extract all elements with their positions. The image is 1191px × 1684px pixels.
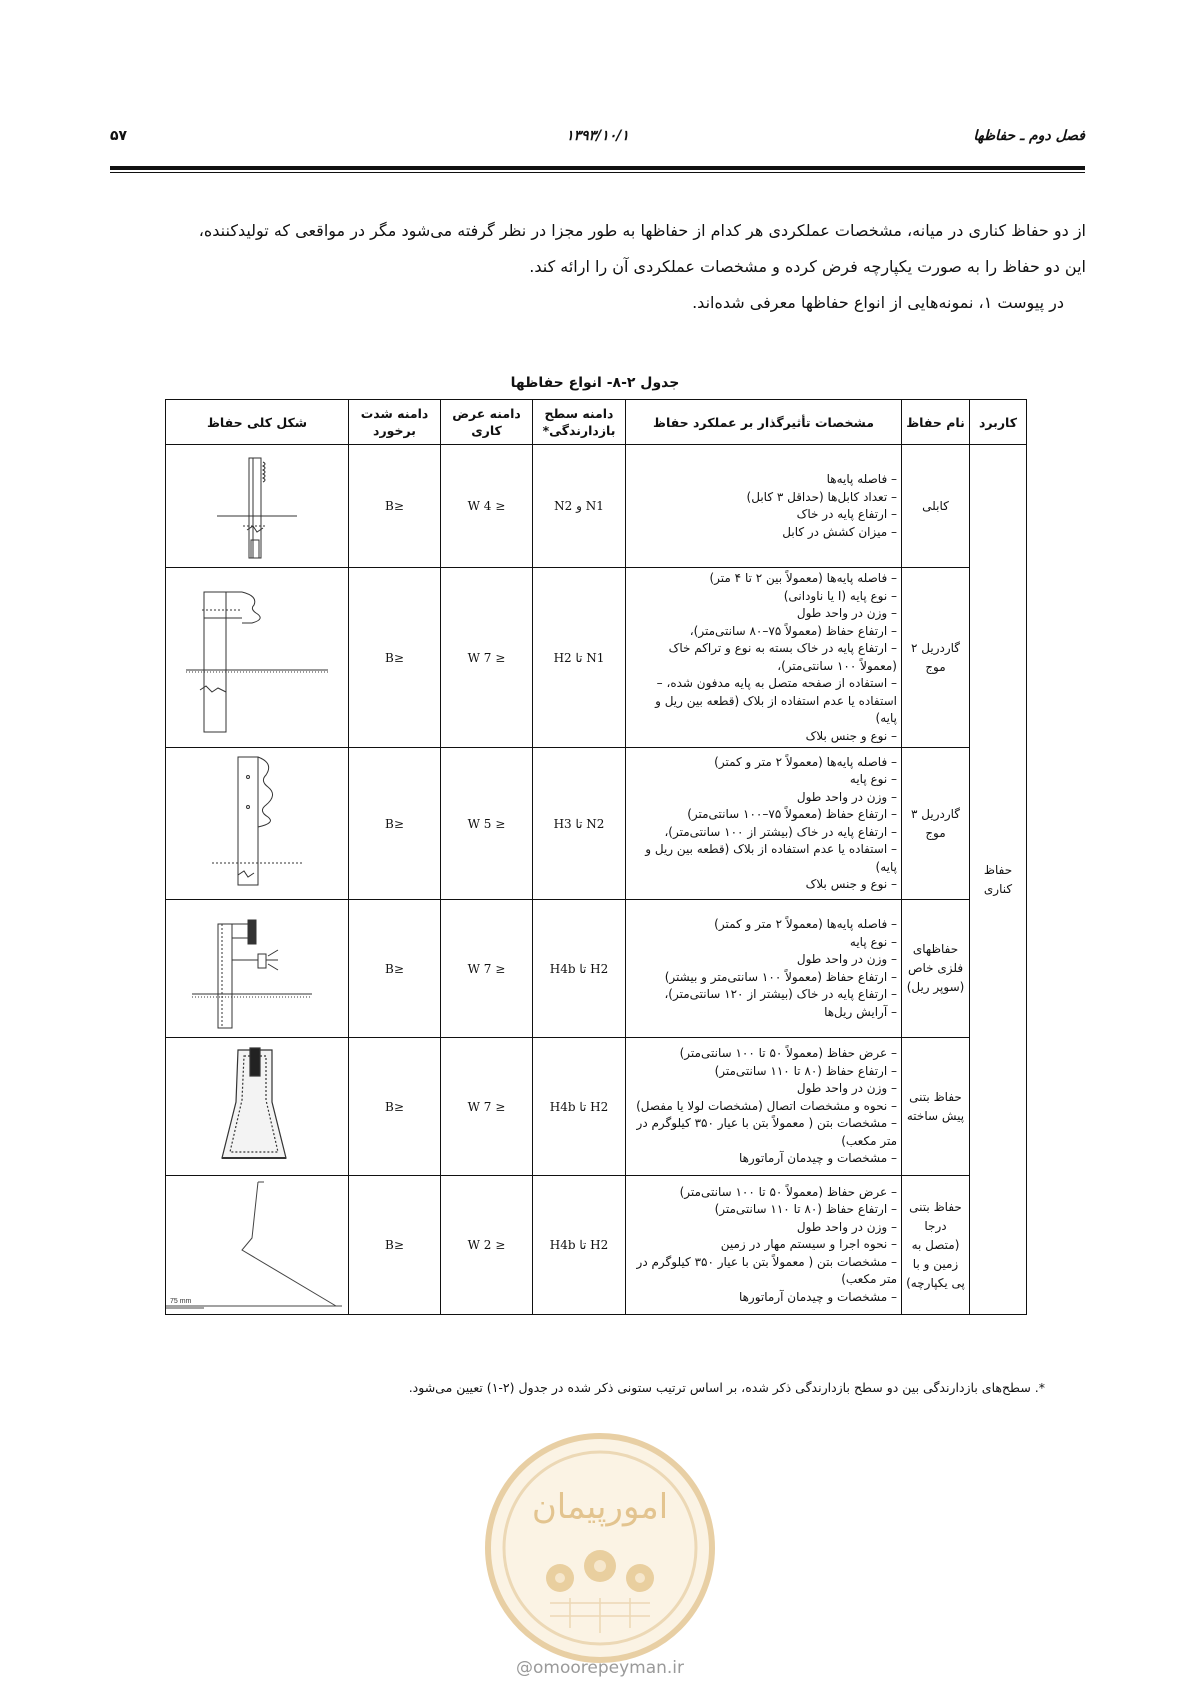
spec-line: – آرایش ریل‌ها xyxy=(824,1004,897,1019)
barrier-name: حفاظ بتنی درجا (متصل به زمین و با پی یکپارچه) xyxy=(902,1176,970,1315)
spec-line: – وزن در واحد طول xyxy=(796,606,897,620)
spec-line: – ارتفاع پایه در خاک (بیشتر از ۱۲۰ سانتی‌متر)، xyxy=(664,987,897,1001)
barrier-name: کابلی xyxy=(902,445,970,568)
spec-line: – نوع پایه xyxy=(849,934,897,949)
spec-line: – نوع پایه xyxy=(849,772,897,786)
precast-concrete-barrier-drawing xyxy=(182,1042,332,1172)
containment-cell: N1 و N2 xyxy=(533,445,626,568)
severity-cell: ≤B xyxy=(349,748,441,900)
page-number: ۵۷ xyxy=(110,128,128,144)
width-cell: ≤ W 2 xyxy=(441,1176,533,1315)
spec-line: – نوع پایه (I یا ناودانی) xyxy=(783,588,897,603)
spec-line: – فاصله پایه‌ها (معمولاً بین ۲ تا ۴ متر) xyxy=(709,571,897,585)
width-cell: ≤ W 7 xyxy=(441,1038,533,1176)
logo-text: امورپیمان xyxy=(531,1487,669,1527)
header-name: نام حفاظ xyxy=(902,400,970,445)
spec-line: – مشخصات و چیدمان آرماتورها xyxy=(738,1289,897,1304)
cable-barrier-drawing xyxy=(197,448,317,564)
width-cell: ≤ W 4 xyxy=(441,445,533,568)
spec-line: – وزن در واحد طول xyxy=(796,1081,897,1096)
header-spec: مشخصات تأثیرگذار بر عملکرد حفاظ xyxy=(626,400,902,445)
spec-line: – وزن در واحد طول xyxy=(796,952,897,966)
width-cell: ≤ W 7 xyxy=(441,568,533,748)
spec-line: متر مکعب) xyxy=(841,1272,897,1287)
spec-cell xyxy=(626,445,902,568)
spec-line: استفاده یا عدم استفاده از بلاک (قطعه بین ریل و پایه) xyxy=(655,693,897,725)
table-footnote: *. سطح‌های بازدارندگی بین دو سطح بازدارندگی ذکر شده، بر اساس ترتیب ستونی ذکر شده در جدول (۲-۱) تعیین می‌شود. xyxy=(408,1380,1045,1395)
shape-cell xyxy=(166,900,349,1038)
barrier-name: حفاظ بتنی پیش ساخته xyxy=(902,1038,970,1176)
severity-cell: ≤B xyxy=(349,900,441,1038)
containment-cell: H2 تا H4b xyxy=(533,900,626,1038)
spec-line: – نحوه اجرا و سیستم مهار در زمین xyxy=(720,1237,897,1252)
spec-line: – ارتفاع حفاظ (معمولاً ۷۵–۱۰۰ سانتی‌متر) xyxy=(687,807,897,821)
spec-line: پایه) xyxy=(875,859,897,874)
intro-line-1: از دو حفاظ کناری در میانه، مشخصات عملکردی هر کدام از حفاظها به طور مجزا در نظر گرفته می‌شود مگر در مواقعی که تولیدکننده، xyxy=(198,221,1086,240)
containment-cell: N1 تا H2 xyxy=(533,568,626,748)
spec-line: – استفاده یا عدم استفاده از بلاک (قطعه بین ریل و xyxy=(645,842,897,856)
shape-cell xyxy=(166,748,349,900)
dimension-label: 75 mm xyxy=(170,1298,192,1305)
intro-paragraph xyxy=(108,213,1086,321)
intro-line-3: در پیوست ۱، نمونه‌هایی از انواع حفاظها معرفی شده‌اند. xyxy=(692,293,1064,312)
three-wave-guardrail-drawing xyxy=(182,751,332,896)
spec-line: – فاصله پایه‌ها (معمولاً ۲ متر و کمتر) xyxy=(714,917,897,931)
spec-line: – ارتفاع حفاظ (معمولاً ۱۰۰ سانتی‌متر و بیشتر) xyxy=(664,969,897,984)
spec-line: – مشخصات و چیدمان آرماتورها xyxy=(738,1151,897,1166)
spec-line: – میزان کشش در کابل xyxy=(782,524,897,539)
chapter-title: فصل دوم ـ حفاظها xyxy=(973,128,1085,144)
table-header-row xyxy=(166,400,1027,445)
super-rail-drawing xyxy=(182,904,332,1034)
spec-line: – استفاده از صفحه متصل به پایه مدفون شده، – xyxy=(656,676,897,690)
two-wave-guardrail-drawing xyxy=(182,578,332,738)
spec-line: – ارتفاع پایه در خاک xyxy=(796,507,897,521)
barrier-name: حفاظهای فلزی خاص (سوپر ریل) xyxy=(902,900,970,1038)
header-width: دامنه عرض کاری xyxy=(441,400,533,445)
barrier-name: گاردریل ۲ موج xyxy=(902,568,970,748)
header-date: ۱۳۹۳/۱۰/۱ xyxy=(566,128,629,144)
spec-line: – فاصله پایه‌ها (معمولاً ۲ متر و کمتر) xyxy=(714,754,897,769)
shape-cell xyxy=(166,1038,349,1176)
intro-line-2: این دو حفاظ را به صورت یکپارچه فرض کرده و مشخصات عملکردی آن را ارائه کند. xyxy=(529,257,1086,276)
spec-line: – نوع و جنس بلاک xyxy=(805,877,897,891)
severity-cell: ≤B xyxy=(349,568,441,748)
page-header xyxy=(110,124,1085,154)
width-cell: ≤ W 5 xyxy=(441,748,533,900)
spec-cell xyxy=(626,900,902,1038)
containment-cell: H2 تا H4b xyxy=(533,1176,626,1315)
spec-cell xyxy=(626,748,902,900)
cast-in-place-concrete-drawing xyxy=(164,1178,344,1312)
header-shape: شکل کلی حفاظ xyxy=(166,400,349,445)
table-row xyxy=(166,748,1027,900)
containment-cell: H2 تا H4b xyxy=(533,1038,626,1176)
shape-cell xyxy=(166,445,349,568)
spec-line: – ارتفاع حفاظ (۸۰ تا ۱۱۰ سانتی‌متر) xyxy=(714,1063,897,1078)
spec-line: – مشخصات بتن ( معمولاً بتن با عیار ۳۵۰ کیلوگرم در xyxy=(636,1116,897,1131)
severity-cell: ≤B xyxy=(349,1176,441,1315)
table-row xyxy=(166,568,1027,748)
usage-cell: حفاظ کناری xyxy=(970,445,1027,1315)
spec-line: (معمولاً ۱۰۰ سانتی‌متر)، xyxy=(777,658,897,673)
spec-line: – ارتفاع پایه در خاک بسته به نوع و تراکم خاک xyxy=(668,641,897,655)
spec-line: – مشخصات بتن ( معمولاً بتن با عیار ۳۵۰ کیلوگرم در xyxy=(636,1254,897,1269)
severity-cell: ≤B xyxy=(349,1038,441,1176)
spec-cell xyxy=(626,1176,902,1315)
spec-line: – وزن در واحد طول xyxy=(796,1219,897,1234)
table-row xyxy=(166,1176,1027,1315)
severity-cell: ≤B xyxy=(349,445,441,568)
shape-cell xyxy=(166,568,349,748)
spec-line: – ارتفاع حفاظ (۸۰ تا ۱۱۰ سانتی‌متر) xyxy=(714,1202,897,1217)
spec-line: – ارتفاع پایه در خاک (بیشتر از ۱۰۰ سانتی‌متر)، xyxy=(664,824,897,839)
width-cell: ≤ W 7 xyxy=(441,900,533,1038)
watermark-logo xyxy=(480,1428,720,1668)
spec-line: – عرض حفاظ (معمولاً ۵۰ تا ۱۰۰ سانتی‌متر) xyxy=(679,1046,897,1061)
header-containment: دامنه سطح بازدارندگی* xyxy=(533,400,626,445)
watermark-site: @omoorepeyman.ir xyxy=(515,1658,685,1678)
spec-cell xyxy=(626,568,902,748)
barrier-name: گاردریل ۳ موج xyxy=(902,748,970,900)
spec-line: – عرض حفاظ (معمولاً ۵۰ تا ۱۰۰ سانتی‌متر) xyxy=(679,1184,897,1199)
spec-line: متر مکعب) xyxy=(841,1133,897,1148)
spec-line: – نوع و جنس بلاک xyxy=(805,728,897,743)
table-row xyxy=(166,445,1027,568)
header-rule xyxy=(110,166,1085,170)
header-usage: کاربرد xyxy=(970,400,1027,445)
table-row xyxy=(166,1038,1027,1176)
spec-cell xyxy=(626,1038,902,1176)
header-rule-thin xyxy=(110,172,1085,173)
spec-line: – فاصله پایه‌ها xyxy=(826,472,897,486)
spec-line: – وزن در واحد طول xyxy=(796,789,897,804)
table-row xyxy=(166,900,1027,1038)
spec-line: – تعداد کابل‌ها (حداقل ۳ کابل) xyxy=(746,489,897,504)
shape-cell xyxy=(166,1176,349,1315)
header-severity: دامنه شدت برخورد xyxy=(349,400,441,445)
spec-line: – ارتفاع حفاظ (معمولاً ۷۵–۸۰ سانتی‌متر)، xyxy=(689,623,897,638)
containment-cell: N2 تا H3 xyxy=(533,748,626,900)
spec-line: – نحوه و مشخصات اتصال (مشخصات لولا یا مفصل) xyxy=(636,1098,897,1113)
barrier-types-table xyxy=(165,399,1027,1315)
table-caption: جدول ۲-۸- انواع حفاظها xyxy=(510,375,680,391)
